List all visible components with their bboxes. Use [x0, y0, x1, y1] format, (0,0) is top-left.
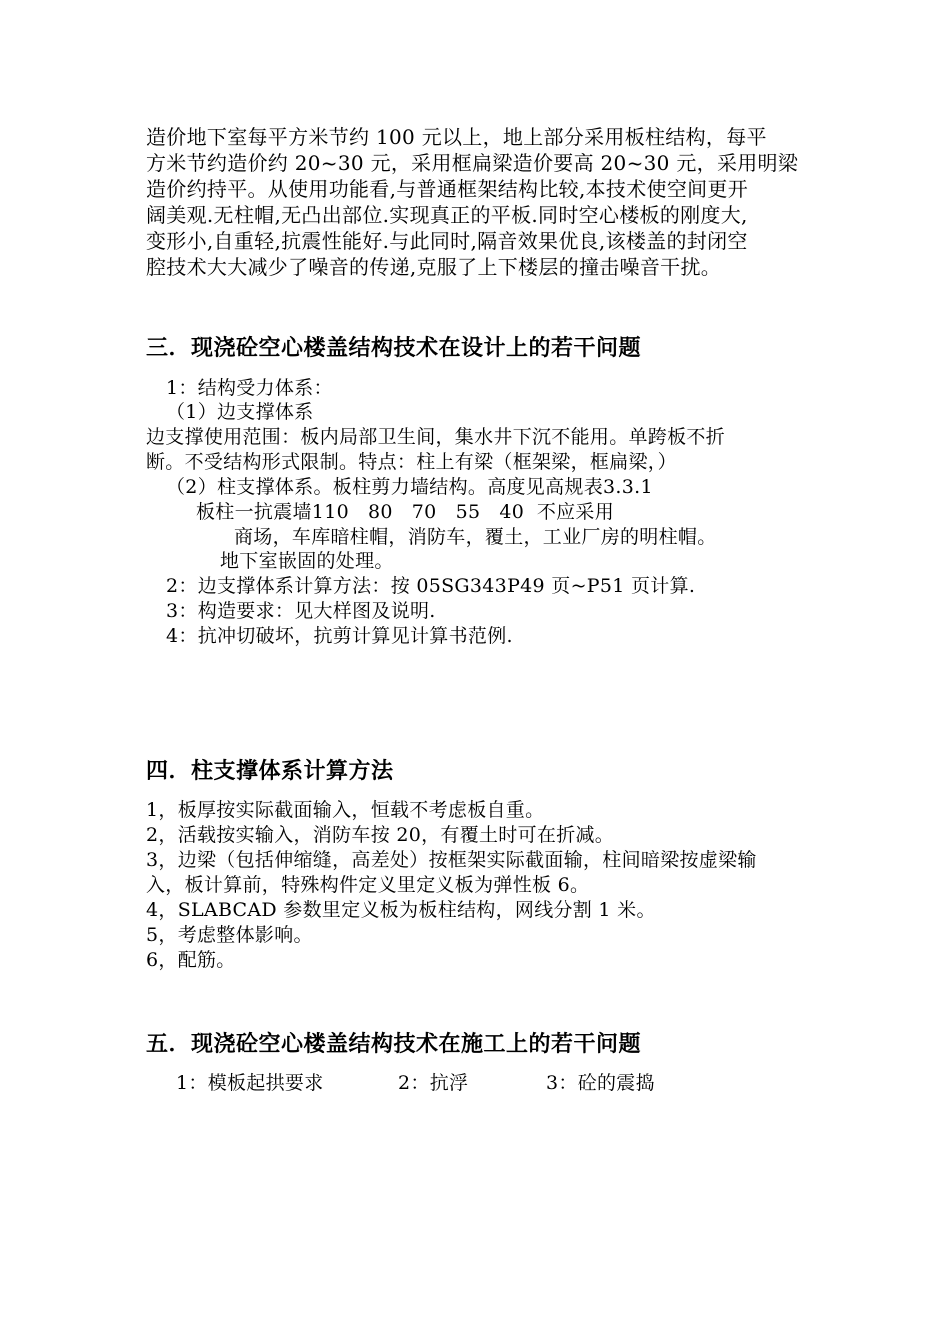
section-4-item: 4，SLABCAD 参数里定义板为板柱结构，网线分割 1 米。	[146, 899, 656, 921]
section-4-item: 1，板厚按实际截面输入，恒载不考虑板自重。	[146, 799, 545, 821]
intro-line: 阔美观.无柱帽,无凸出部位.实现真正的平板.同时空心楼板的刚度大,	[146, 203, 748, 227]
section-4-item: 2，活载按实输入，消防车按 20，有覆土时可在折减。	[146, 824, 615, 846]
section-5-item: 1：模板起拱要求	[176, 1072, 324, 1094]
section-4-heading: 四．柱支撑体系计算方法	[146, 759, 394, 784]
section-3-item: 断。不受结构形式限制。特点：柱上有梁（框架梁，框扁梁，）	[146, 451, 677, 473]
section-3-heading: 三．现浇砼空心楼盖结构技术在设计上的若干问题	[146, 336, 642, 361]
intro-line: 方米节约造价约 20~30 元，采用框扁梁造价要高 20~30 元，采用明梁	[146, 151, 799, 175]
section-3-item: 2：边支撑体系计算方法：按 05SG343P49 页~P51 页计算.	[166, 575, 696, 597]
section-3-item: 商场，车库暗柱帽，消防车，覆土，工业厂房的明柱帽。	[234, 526, 717, 548]
section-3-item: 1：结构受力体系：	[166, 377, 333, 399]
section-5-heading: 五．现浇砼空心楼盖结构技术在施工上的若干问题	[146, 1032, 642, 1057]
section-4-item: 5，考虑整体影响。	[146, 924, 313, 946]
intro-line: 腔技术大大减少了噪音的传递,克服了上下楼层的撞击噪音干扰。	[146, 255, 722, 279]
intro-line: 造价地下室每平方米节约 100 元以上，地上部分采用板柱结构，每平	[146, 125, 767, 149]
section-4-item: 6，配筋。	[146, 949, 236, 971]
section-3-item: （1）边支撑体系	[166, 401, 314, 423]
section-5-item: 3：砼的震捣	[546, 1072, 655, 1094]
section-4-item: 3，边梁（包括伸缩缝，高差处）按框架实际截面输，柱间暗梁按虚梁输	[146, 849, 757, 871]
intro-line: 变形小,自重轻,抗震性能好.与此同时,隔音效果优良,该楼盖的封闭空	[146, 229, 748, 253]
section-3-item: 边支撑使用范围：板内局部卫生间，集水井下沉不能用。单跨板不折	[146, 426, 726, 448]
section-3-item: 4：抗冲切破坏，抗剪计算见计算书范例.	[166, 625, 513, 647]
section-3-item: 板柱一抗震墙110 80 70 55 40 不应采用	[196, 501, 615, 523]
section-3-item: 3：构造要求：见大样图及说明.	[166, 600, 436, 622]
section-3-item: （2）柱支撑体系。板柱剪力墙结构。高度见高规表3.3.1	[166, 476, 653, 498]
intro-line: 造价约持平。从使用功能看,与普通框架结构比较,本技术使空间更开	[146, 177, 749, 201]
section-4-item: 入，板计算前，特殊构件定义里定义板为弹性板 6。	[146, 874, 590, 896]
section-5-item: 2：抗浮	[398, 1072, 469, 1094]
section-3-item: 地下室嵌固的处理。	[220, 550, 394, 572]
